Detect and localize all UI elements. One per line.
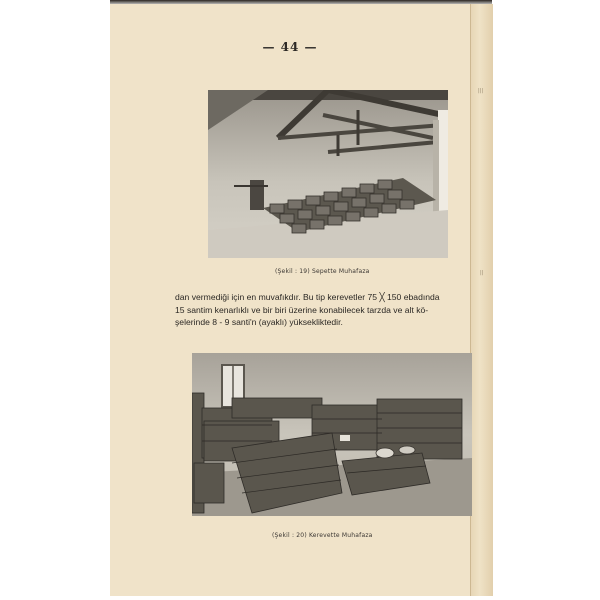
margin-mark: ||| (478, 88, 484, 94)
margin-mark: || (480, 270, 484, 276)
body-line: şelerinde 8 - 9 santi'n (ayaklı) yüksekliktedir. (175, 317, 343, 327)
figure-19-photo (208, 90, 448, 258)
figure-20-caption: (Şekil : 20) Kerevette Muhafaza (272, 532, 373, 539)
figure-20-photo (192, 353, 472, 516)
page-number: — 44 — (262, 40, 318, 54)
body-line: 15 santim kenarlıklı ve bir biri üzerine konabilecek tarzda ve alt kö- (175, 304, 429, 315)
figure-19-caption: (Şekil : 19) Sepette Muhafaza (275, 268, 370, 275)
body-text (175, 291, 485, 329)
body-line: dan vermediği için en muvafıkdır. Bu tip kerevetler 75 ╳ 150 ebadında (175, 292, 440, 302)
